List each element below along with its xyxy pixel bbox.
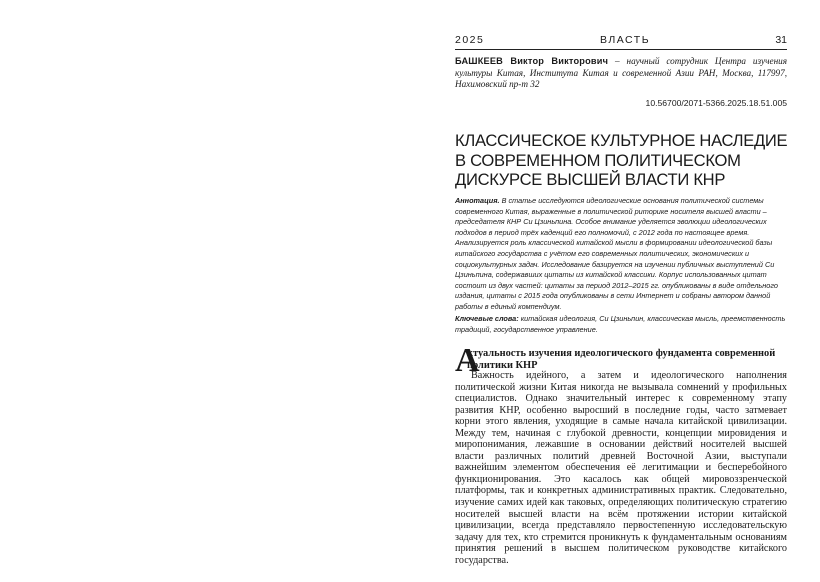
- author-info: [455, 56, 787, 91]
- abstract: [455, 196, 787, 313]
- keywords-text: китайская идеология, Си Цзиньпин, классическая мысль, преемственность традиций, государственное управление.: [455, 314, 786, 334]
- header-journal-title: ВЛАСТЬ: [600, 34, 651, 46]
- body-text: [455, 370, 787, 566]
- drop-cap: А: [455, 342, 480, 379]
- header-page-number: 31: [775, 34, 787, 46]
- abstract-text: В статье исследуются идеологические основания политической системы современного Китая, выраженные в политической риторике носителя высшей власти – председателя КНР Си Цзиньпина. Особое внимание уделяется эволюции идеологических подходов в период трёх каденций его полномочий, с 2012 года по настоящее время. Анализируется роль классической китайской мысли в формировании идеологической базы китайского государства с учётом его современных политических, экономических и социокультурных задач. Исследование базируется на изучении публичных выступлений Си Цзиньпина, содержавших цитаты из китайской классики. Корпус использованных цитат состоит из двух частей: цитаты за период 2012–2015 гг. опубликованы в виде отдельного издания, цитаты с 2015 года опубликованы в сети Интернет и собраны автором данной работы в единый компендиум.: [455, 196, 778, 311]
- header-divider: [455, 49, 787, 50]
- keywords: [455, 314, 787, 335]
- abstract-label: Аннотация.: [455, 196, 500, 205]
- body-paragraph: Важность идейного, а затем и идеологического наполнения политической жизни Китая никогда не вызывала сомнений у профильных специалистов. Однако значительный интерес к современному этапу развития КНР, особенно выросший в последние годы, часто затмевает корни этого явления, уходящие в самые начала китайской цивилизации. Между тем, начиная с глубокой древности, концепции мировидения и миропонимания, лежавшие в основании действий носителей высшей власти различных политий древней Восточной Азии, выступали важнейшим элементом обеспечения её легитимации и бесперебойного функционирования. Это касалось как общей мировоззренческой платформы, так и конкретных административных практик. Следовательно, изучение самих идей как таковых, определяющих политическую стратегию носителей высшей власти на всём протяжении истории китайской цивилизации, всегда представляло первостепенную исследовательскую задачу для тех, кто стремится проникнуть к фундаментальным основаниям принятия решений в высшем политическом руководстве китайского государства.: [455, 370, 787, 566]
- keywords-label: Ключевые слова:: [455, 314, 519, 323]
- author-name: БАШКЕЕВ Виктор Викторович: [455, 56, 609, 66]
- doi: 10.56700/2071-5366.2025.18.51.005: [645, 98, 787, 108]
- author-affiliation: – научный сотрудник Центра изучения культуры Китая, Института Китая и современной Азии РАН, Москва, 117997, Нахимовский пр-т 32: [455, 56, 788, 89]
- journal-page: [455, 0, 787, 582]
- section-title: ктуальность изучения идеологического фундамента современной политики КНР: [467, 348, 776, 371]
- running-header: [455, 34, 787, 46]
- article-title: КЛАССИЧЕСКОЕ КУЛЬТУРНОЕ НАСЛЕДИЕ В СОВРЕМЕННОМ ПОЛИТИЧЕСКОМ ДИСКУРСЕ ВЫСШЕЙ ВЛАСТИ КНР: [455, 131, 788, 190]
- header-year: 2025: [455, 34, 485, 46]
